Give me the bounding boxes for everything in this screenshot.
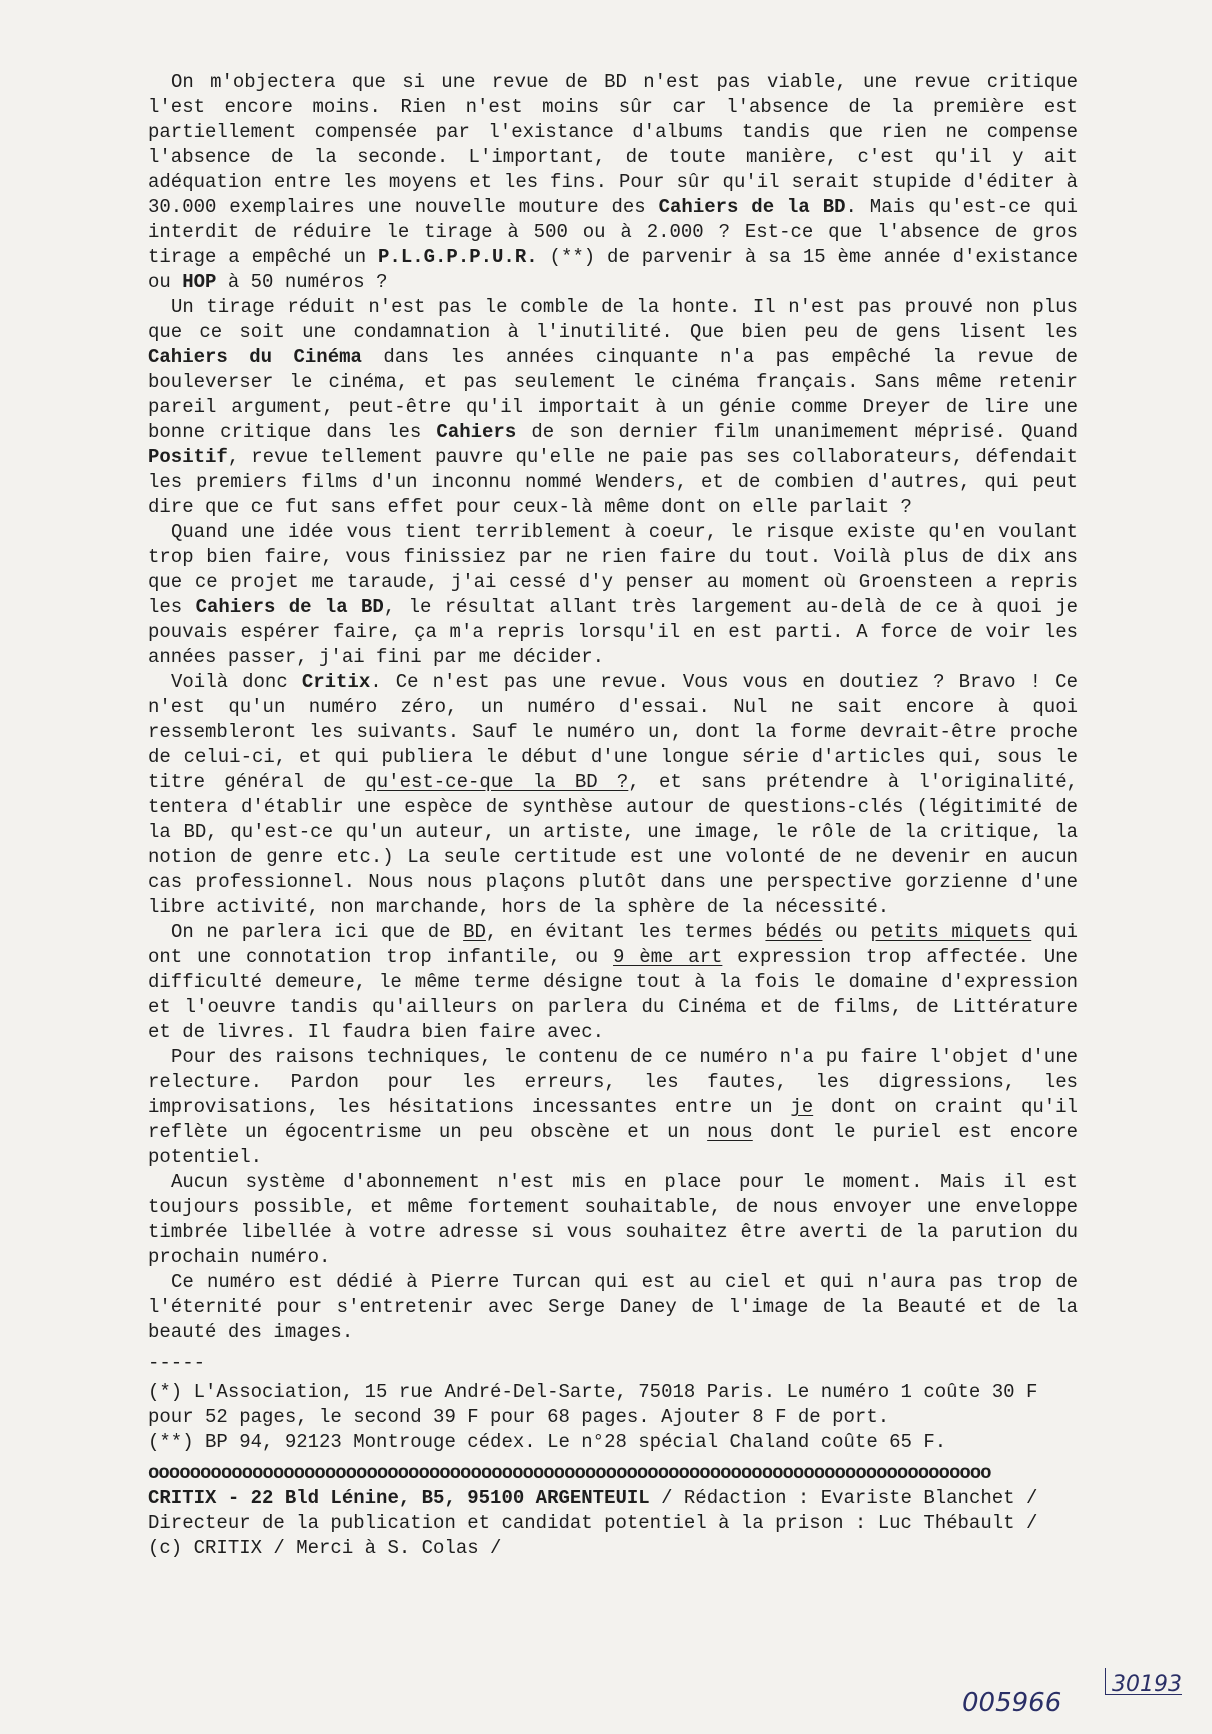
underlined-term: nous	[707, 1121, 753, 1143]
paragraph	[148, 295, 1078, 520]
bold-title: P.L.G.P.P.U.R.	[378, 246, 538, 268]
text-run: dans les années cinquante n'a pas empêché la revue de bouleverser le cinéma, et pas seulement le cinéma français. Sans même retenir pareil argument, peut-être qu'il importait à un génie comme Dreyer de lire une bonne critique dans les	[148, 346, 1078, 443]
text-run: Pour des raisons techniques, le contenu de ce numéro n'a pu faire l'objet d'une relecture. Pardon pour les erreurs, les fautes, les digressions, les improvisations, les hésitations incessantes entre un	[148, 1046, 1078, 1118]
bold-title: Cahiers	[436, 421, 517, 443]
bold-title: Positif	[148, 446, 228, 468]
bold-title: HOP	[182, 271, 217, 293]
text-run: de son dernier film unanimement méprisé. Quand	[516, 421, 1078, 443]
bold-title: Cahiers du Cinéma	[148, 346, 362, 368]
paragraph	[148, 1170, 1078, 1270]
text-run: On m'objectera que si une revue de BD n'est pas viable, une revue critique l'est encore moins. Rien n'est moins sûr car l'absence de la première est partiellement compensée par l'existance d'albums tandis que rien ne compense l'absence de la seconde. L'important, de toute manière, c'est qu'il y ait adéquation entre les moyens et les fins. Pour sûr qu'il serait stupide d'éditer à 30.000 exemplaires une nouvelle mouture des	[148, 71, 1078, 218]
text-run: . Ce n'est pas une revue. Vous vous en doutiez ? Bravo ! Ce n'est qu'un numéro zéro, un numéro d'essai. Nul ne sait encore à quoi ressembleront les suivants. Sauf le numéro un, dont la forme devrait-être proche de celui-ci, et qui publiera le début d'une longue série d'articles qui, sous le titre général de	[148, 671, 1078, 793]
paragraph	[148, 1270, 1078, 1345]
footnote-2: (**) BP 94, 92123 Montrouge cédex. Le n°28 spécial Chaland coûte 65 F.	[148, 1431, 947, 1453]
paragraph	[148, 70, 1078, 295]
underlined-term: qu'est-ce-que la BD ?	[365, 771, 629, 793]
archive-number-stamp: 005966	[962, 1688, 1062, 1718]
text-run: Un tirage réduit n'est pas le comble de la honte. Il n'est pas prouvé non plus que ce soit une condamnation à l'inutilité. Que bien peu de gens lisent les	[148, 296, 1078, 343]
bold-title: Cahiers de la BD	[658, 196, 846, 218]
text-run: à 50 numéros ?	[216, 271, 388, 293]
footnotes	[148, 1380, 1078, 1455]
text-run: ou	[822, 921, 871, 943]
text-run: , le résultat allant très largement au-delà de ce à quoi je pouvais espérer faire, ça m'a repris lorsqu'il en est parti. A force de voir les années passer, j'ai fini par me décider.	[148, 596, 1078, 668]
underlined-term: petits miquets	[870, 921, 1032, 943]
paragraph	[148, 1045, 1078, 1170]
text-run: , revue tellement pauvre qu'elle ne paie pas ses collaborateurs, défendait les premiers films d'un inconnu nommé Wenders, et de combien d'autres, qui peut dire que ce fut sans effet pour ceux-là même dont on elle parlait ?	[148, 446, 1078, 518]
paragraph	[148, 520, 1078, 670]
paragraph	[148, 920, 1078, 1045]
underlined-term: 9 ème art	[613, 946, 723, 968]
text-run: Ce numéro est dédié à Pierre Turcan qui est au ciel et qui n'aura pas trop de l'éternité pour s'entretenir avec Serge Daney de l'image de la Beauté et de la beauté des images.	[148, 1271, 1078, 1343]
text-run: Aucun système d'abonnement n'est mis en place pour le moment. Mais il est toujours possible, et même fortement souhaitable, de nous envoyer une enveloppe timbrée libellée à votre adresse si vous souhaitez être averti de la parution du prochain numéro.	[148, 1171, 1078, 1268]
text-run: , et sans prétendre à l'originalité, tentera d'établir une espèce de synthèse autour de questions-clés (légitimité de la BD, qu'est-ce qu'un auteur, un artiste, une image, le rôle de la critique, la notion de genre etc.) La seule certitude est une volonté de ne devenir en aucun cas professionnel. Nous nous plaçons plutôt dans une perspective gorzienne d'une libre activité, non marchande, hors de la sphère de la nécessité.	[148, 771, 1078, 918]
text-run: dont le puriel est encore potentiel.	[148, 1121, 1078, 1168]
underlined-term: je	[790, 1096, 814, 1118]
text-run: (**) de parvenir à sa 15 ème année d'existance ou	[148, 246, 1078, 293]
bold-title: Critix	[301, 671, 371, 693]
text-run: , en évitant les termes	[485, 921, 766, 943]
underlined-term: bédés	[765, 921, 823, 943]
paragraph	[148, 670, 1078, 920]
paragraph-list	[148, 70, 1078, 1345]
text-run: Quand une idée vous tient terriblement à coeur, le risque existe qu'en voulant trop bien faire, vous finissiez par ne rien faire du tout. Voilà plus de dix ans que ce projet me taraude, j'ai cessé d'y penser au moment où Groensteen a repris les	[148, 521, 1078, 618]
colophon	[148, 1486, 1078, 1561]
text-run: On ne parlera ici que de	[171, 921, 464, 943]
footnote-rule: -----	[148, 1352, 206, 1374]
archive-code-stamp: 30193	[1112, 1672, 1182, 1697]
footnote-1: (*) L'Association, 15 rue André-Del-Sarte, 75018 Paris. Le numéro 1 coûte 30 F pour 52 pages, le second 39 F pour 68 pages. Ajouter 8 F de port.	[148, 1381, 1038, 1428]
colophon-credits: / Rédaction : Evariste Blanchet / Directeur de la publication et candidat potentiel à la prison : Luc Thébault / (c) CRITIX / Merci à S. Colas /	[148, 1487, 1038, 1559]
text-run: Voilà donc	[171, 671, 302, 693]
separator-line: ooooooooooooooooooooooooooooooooooooooooooooooooooooooooooooooooooooooooooooooooo	[148, 1462, 991, 1484]
bold-title: Cahiers de la BD	[195, 596, 384, 618]
text-run: . Mais qu'est-ce qui interdit de réduire le tirage à 500 ou à 2.000 ? Est-ce que l'absence de gros tirage a empêché un	[148, 196, 1078, 268]
text-run: qui ont une connotation trop infantile, ou	[148, 921, 1079, 968]
text-run: dont on craint qu'il reflète un égocentrisme un peu obscène et un	[148, 1096, 1078, 1143]
text-run: expression trop affectée. Une difficulté demeure, le même terme désigne tout à la fois le domaine d'expression et l'oeuvre tandis qu'ailleurs on parlera du Cinéma et de films, de Littérature et de livres. Il faudra bien faire avec.	[148, 946, 1078, 1043]
article-body	[148, 70, 1078, 1561]
underlined-term: BD	[463, 921, 486, 943]
colophon-address: CRITIX - 22 Bld Lénine, B5, 95100 ARGENTEUIL	[148, 1487, 650, 1509]
